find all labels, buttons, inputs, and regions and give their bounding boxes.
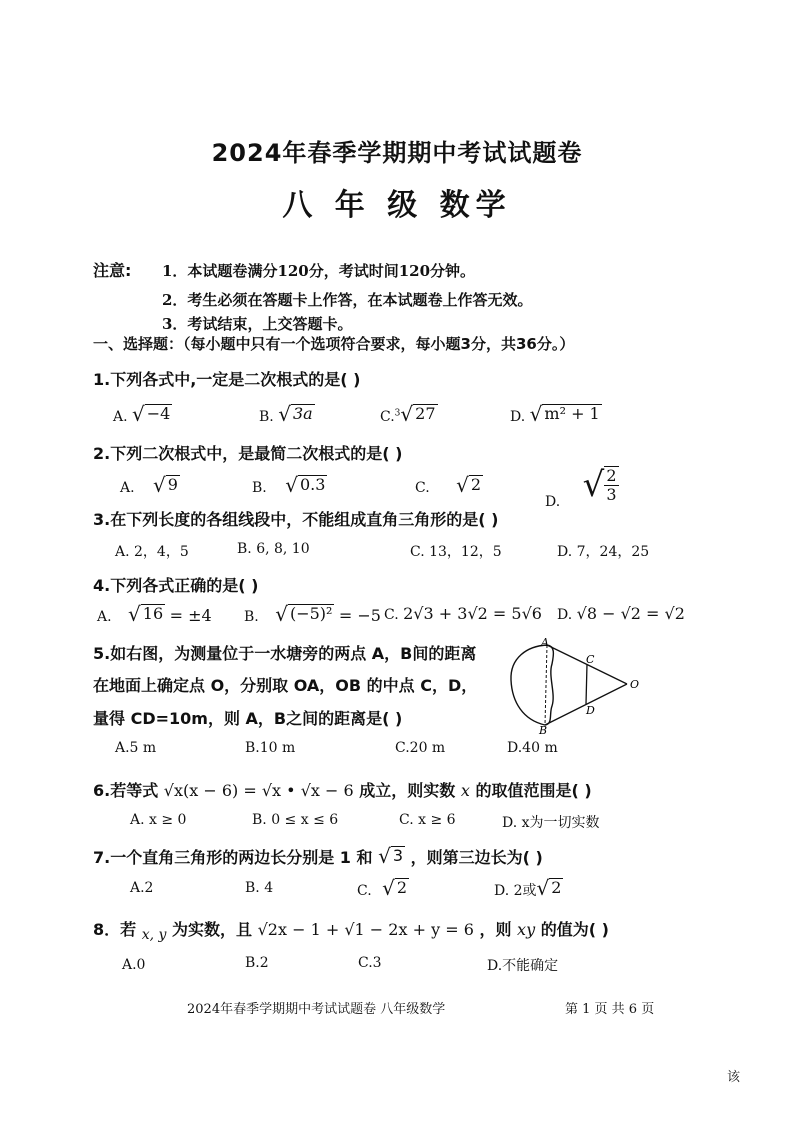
question-2: 2.下列二次根式中，是最简二次根式的是( ) xyxy=(93,444,403,463)
q1-option-c: C.$^3$ √ 27 xyxy=(380,402,436,426)
q3-option-b: B. 6, 8, 10 xyxy=(237,541,310,557)
label-d: D xyxy=(586,704,595,717)
q2-option-a: A. √ 9 xyxy=(120,473,178,497)
radical: √ 0.3 xyxy=(285,473,326,497)
q5-option-a: A.5 m xyxy=(115,740,157,756)
q4-option-c: C. 2√3 + 3√2 = 5√6 xyxy=(384,604,542,623)
pond-figure xyxy=(505,636,655,736)
q2-option-c: C. √ 2 xyxy=(415,473,482,497)
q6-option-c: C. x ≥ 6 xyxy=(399,812,456,828)
q1-option-b: B. √ 3a xyxy=(259,402,313,426)
radical: √ 2 xyxy=(536,876,562,900)
segment-cd xyxy=(586,664,587,704)
radical: √ −4 xyxy=(132,402,171,426)
radical: √ 9 xyxy=(153,473,178,497)
q6-option-b: B. 0 ≤ x ≤ 6 xyxy=(252,812,339,828)
radical: √ m² + 1 xyxy=(529,402,600,426)
notice-item: 1．本试题卷满分120分，考试时间120分钟。 xyxy=(162,262,476,280)
q8-option-b: B.2 xyxy=(245,955,269,971)
question-7: 7.一个直角三角形的两边长分别是 1 和 √ 3 ，则第三边长为( ) xyxy=(93,844,543,868)
footer-title: 2024年春季学期期中考试试题卷 八年级数学 xyxy=(187,1002,446,1017)
radical: √ (−5)² xyxy=(275,602,333,626)
q5-option-c: C.20 m xyxy=(395,740,446,756)
q7-option-b: B. 4 xyxy=(245,880,274,896)
notice-item: 3．考试结束，上交答题卡。 xyxy=(162,315,353,333)
q1-option-d: D. √ m² + 1 xyxy=(510,402,600,426)
q7-option-d: D. 2或 √ 2 xyxy=(494,876,562,900)
q3-option-c: C. 13，12，5 xyxy=(410,544,502,560)
label-c: C xyxy=(586,653,595,666)
label-b: B xyxy=(539,724,548,736)
q2-option-b: B. √ 0.3 xyxy=(252,473,326,497)
q8-option-a: A.0 xyxy=(122,957,146,973)
q8-option-d: D.不能确定 xyxy=(487,958,559,974)
q4-option-d: D. √8 − √2 = √2 xyxy=(557,604,685,623)
radical: √ 3 xyxy=(378,844,404,868)
q8-option-c: C.3 xyxy=(358,955,382,971)
q6-option-d: D. x为一切实数 xyxy=(502,815,600,831)
question-8: 8．若 x, y 为实数，且 √2x − 1 + √1 − 2x + y = 6 ，则 xy 的值为( ) xyxy=(93,920,609,943)
q7-option-a: A.2 xyxy=(130,880,154,896)
radical: √ 27 xyxy=(400,402,436,426)
q4-option-b: B. √ (−5)² = −5 xyxy=(244,602,381,626)
section-heading: 一、选择题：（每小题中只有一个选项符合要求，每小题3分，共36分。） xyxy=(93,335,575,353)
question-3: 3.在下列长度的各组线段中，不能组成直角三角形的是( ) xyxy=(93,510,499,529)
radical: √ $\frac{2}{3}$ xyxy=(582,465,617,505)
question-5-line1: 5.如右图，为测量位于一水塘旁的两点 A，B间的距离 xyxy=(93,644,477,663)
notice-label: 注意: xyxy=(93,261,132,280)
question-6: 6.若等式 √x(x − 6) = √x • √x − 6 成立，则实数 x 的取值范围是( ) xyxy=(93,781,592,800)
radical: √ 2 xyxy=(382,876,408,900)
q2-option-d: D. √ $\frac{2}{3}$ xyxy=(545,465,617,510)
q5-option-d: D.40 m xyxy=(507,740,558,756)
q3-option-d: D. 7，24，25 xyxy=(557,544,650,560)
question-5-line3: 量得 CD=10m，则 A，B之间的距离是( ) xyxy=(93,709,403,728)
radical: √ 3a xyxy=(278,402,313,426)
label-o: O xyxy=(630,678,640,691)
question-1: 1.下列各式中,一定是二次根式的是( ) xyxy=(93,370,361,389)
page-number: 第 1 页 共 6 页 xyxy=(565,1002,655,1017)
q7-option-c: C. √ 2 xyxy=(357,876,408,900)
exam-subtitle: 八 年 级 数学 xyxy=(282,188,512,223)
question-5-line2: 在地面上确定点 O，分别取 OA，OB 的中点 C，D， xyxy=(93,676,478,695)
corner-mark: 该 xyxy=(727,1070,741,1085)
radical: √ 16 xyxy=(128,602,164,626)
label-a: A xyxy=(541,636,549,649)
q3-option-a: A. 2，4，5 xyxy=(115,544,189,560)
exam-title: 2024年春季学期期中考试试题卷 xyxy=(211,139,583,167)
q5-option-b: B.10 m xyxy=(245,740,296,756)
notice-item: 2．考生必须在答题卡上作答，在本试题卷上作答无效。 xyxy=(162,291,533,309)
segment-ab xyxy=(545,645,547,725)
q6-option-a: A. x ≥ 0 xyxy=(130,812,187,828)
question-4: 4.下列各式正确的是( ) xyxy=(93,576,259,595)
radical: √ 2 xyxy=(456,473,482,497)
q4-option-a: A. √ 16 = ±4 xyxy=(97,602,212,626)
q1-option-a: A. √ −4 xyxy=(113,402,171,426)
